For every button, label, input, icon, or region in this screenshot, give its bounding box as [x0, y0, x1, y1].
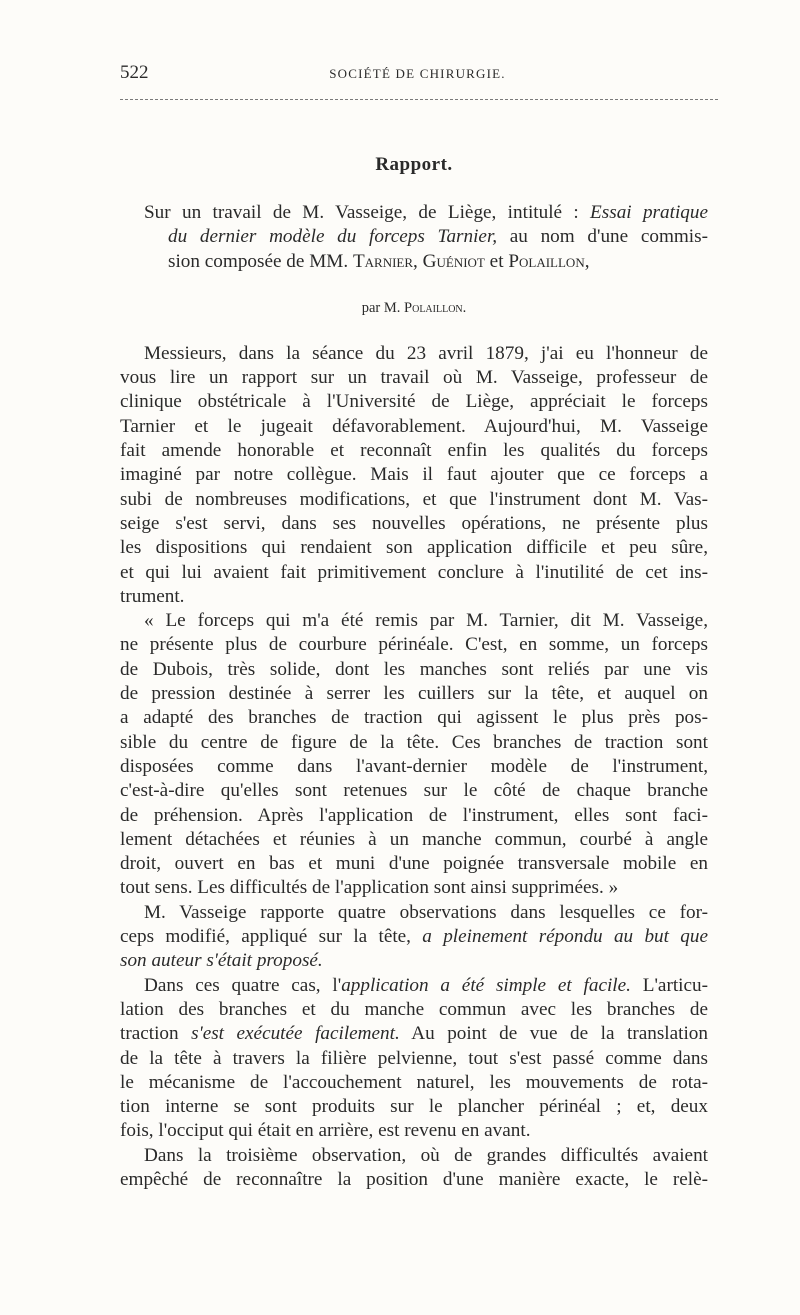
article-body: [120, 150, 708, 1192]
paragraph-4: [120, 974, 708, 1144]
subject-text: ,: [584, 250, 590, 272]
text-line: empêché de reconnaître la position d'une manière exacte, le relè-: [120, 1168, 708, 1190]
subject-text: ,: [413, 250, 423, 272]
text-line: le mécanisme de l'accouchement naturel, les mouvements de rota-: [120, 1071, 708, 1093]
text-line: [120, 974, 708, 998]
subject-line: [120, 250, 708, 274]
text-line: tout sens. Les difficultés de l'application sont ainsi supprimées. »: [120, 877, 619, 899]
text-line: Tarnier et le jugeait défavorablement. Aujourd'hui, M. Vasseige: [120, 415, 708, 437]
italic-run: a pleinement répondu au but que: [422, 926, 708, 948]
text-line: [120, 949, 708, 973]
text-run: traction: [120, 1023, 192, 1045]
header-rule: [120, 99, 718, 100]
text-run: L'articu-: [630, 974, 708, 996]
italic-run: son auteur s'était proposé.: [120, 950, 323, 972]
text-line: subi de nombreuses modifications, et que l'instrument dont M. Vas-: [120, 488, 708, 510]
text-line: lement détachées et réunies à un manche commun, courbé à angle: [120, 828, 708, 850]
commission-member-name: Tarnier: [352, 250, 414, 272]
commission-member-name: Polaillon: [508, 250, 585, 272]
text-line: « Le forceps qui m'a été remis par M. Tarnier, dit M. Vasseige,: [144, 610, 708, 632]
text-line: trument.: [120, 585, 185, 607]
subject-text: au nom d'une commis-: [497, 226, 708, 248]
text-line: les dispositions qui rendaient son application difficile et peu sûre,: [120, 537, 708, 559]
text-line: ne présente plus de courbure périnéale. C'est, en somme, un forceps: [120, 634, 708, 656]
text-line: Dans la troisième observation, où de grandes difficultés avaient: [144, 1144, 708, 1166]
report-author: [120, 274, 708, 342]
text-line: [120, 925, 708, 949]
italic-run: application a été simple et facile.: [341, 974, 631, 996]
text-line: vous lire un rapport sur un travail où M. Vasseige, professeur de: [120, 367, 708, 389]
page-number: 522: [120, 62, 149, 83]
text-line: clinique obstétricale à l'Université de Liège, appréciait le forceps: [120, 391, 708, 413]
text-line: de la tête à travers la filière pelvienne, tout s'est passé comme dans: [120, 1047, 708, 1069]
section-title: Rapport.: [375, 154, 453, 175]
text-line: disposées comme dans l'avant-dernier modèle de l'instrument,: [120, 755, 708, 777]
text-line: c'est-à-dire qu'elles sont retenues sur le côté de chaque branche: [120, 780, 708, 802]
text-run: Au point de vue de la translation: [399, 1023, 708, 1045]
text-line: lation des branches et du manche commun avec les branches de: [120, 998, 708, 1020]
text-line: de préhension. Après l'application de l'instrument, elles sont faci-: [120, 804, 708, 826]
subject-text: sion composée de MM.: [168, 250, 353, 272]
text-line: sible du centre de figure de la tête. Ces branches de traction sont: [120, 731, 708, 753]
text-line: a adapté des branches de traction qui agissent le plus près pos-: [120, 707, 708, 729]
text-line: M. Vasseige rapporte quatre observations dans lesquelles ce for-: [144, 901, 708, 923]
text-line: [120, 1022, 708, 1046]
text-line: fait amende honorable et reconnaît enfin les qualités du forceps: [120, 440, 708, 462]
subject-title-italic: Essai pratique: [590, 202, 708, 223]
paragraph-5: [120, 1144, 708, 1193]
text-line: de Dubois, très solide, dont les manches sont reliés par une vis: [120, 658, 708, 680]
subject-text: Sur un travail de M. Vasseige, de Liège, intitulé :: [144, 202, 591, 223]
text-run: ceps modifié, appliqué sur la tête,: [120, 926, 423, 948]
paragraph-3: [120, 901, 708, 974]
text-line: droit, ouvert en bas et muni d'une poignée transversale mobile en: [120, 853, 708, 875]
text-line: et qui lui avaient fait primitivement conclure à l'inutilité de cet ins-: [120, 561, 708, 583]
subject-title-italic: du dernier modèle du forceps Tarnier,: [168, 226, 498, 248]
text-line: seige s'est servi, dans ses nouvelles opérations, ne présente plus: [120, 512, 708, 534]
subject-text: et: [484, 250, 509, 272]
text-line: de pression destinée à serrer les cuillers sur la tête, et auquel on: [120, 683, 708, 705]
running-head: [120, 62, 715, 90]
subject-line: [120, 225, 708, 249]
text-line: tion interne se sont produits sur le plancher périnéal ; et, deux: [120, 1096, 708, 1118]
text-line: fois, l'occiput qui était en arrière, est revenu en avant.: [120, 1120, 531, 1142]
italic-run: s'est exécutée facilement.: [191, 1023, 400, 1045]
report-subject: [120, 201, 708, 274]
commission-member-name: Guéniot: [422, 250, 485, 272]
author-prefix: par M.: [361, 299, 405, 316]
text-line: imaginé par notre collègue. Mais il faut ajouter que ce forceps a: [120, 464, 708, 486]
text-run: Dans ces quatre cas, l': [144, 974, 342, 996]
text-line: Messieurs, dans la séance du 23 avril 1879, j'ai eu l'honneur de: [144, 342, 708, 364]
author-name: Polaillon.: [404, 299, 467, 316]
paragraph-1: [120, 342, 708, 609]
paragraph-2: [120, 609, 708, 901]
subject-line: [120, 201, 708, 225]
running-title: SOCIÉTÉ DE CHIRURGIE.: [329, 66, 506, 81]
